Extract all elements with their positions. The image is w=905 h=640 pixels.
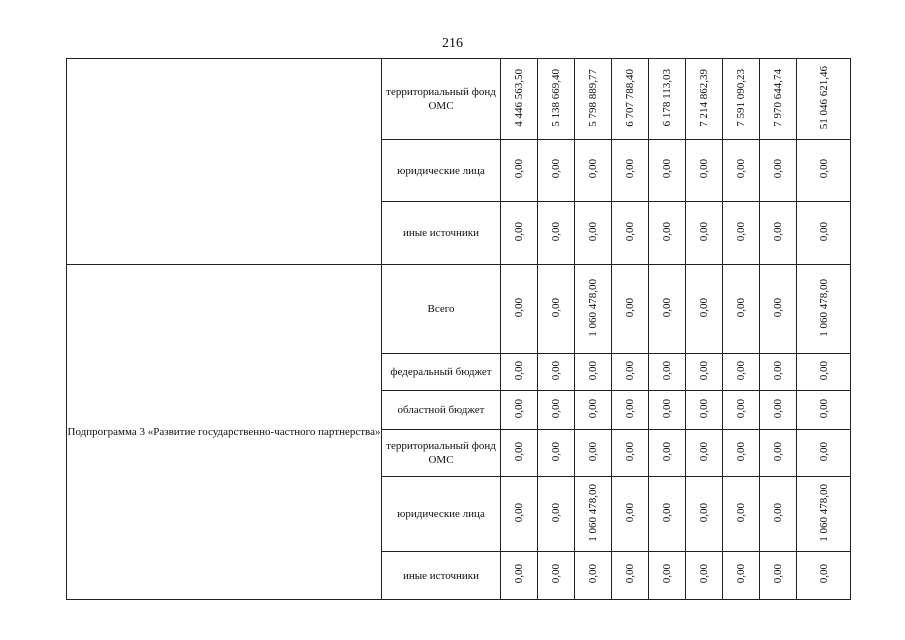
value-text: 0,00 — [550, 398, 562, 419]
value-cell — [723, 354, 760, 391]
value-cell — [686, 430, 723, 477]
value-cell — [538, 202, 575, 265]
value-text: 0,00 — [513, 360, 525, 381]
value-cell — [649, 552, 686, 600]
value-text: 0,00 — [587, 360, 599, 381]
value-cell — [501, 552, 538, 600]
value-text: 0,00 — [735, 564, 747, 584]
value-text: 0,00 — [661, 502, 673, 523]
value-cell — [760, 140, 797, 202]
value-cell — [760, 59, 797, 140]
value-cell — [723, 202, 760, 265]
value-cell — [501, 430, 538, 477]
value-cell — [723, 552, 760, 600]
value-cell — [723, 140, 760, 202]
value-text: 0,00 — [661, 297, 673, 318]
value-cell — [501, 354, 538, 391]
value-text: 0,00 — [624, 398, 636, 419]
funding-source-cell: иные источники — [382, 202, 501, 265]
value-cell — [760, 354, 797, 391]
funding-source-cell: федеральный бюджет — [382, 354, 501, 391]
value-text: 0,00 — [735, 297, 747, 318]
value-text: 0,00 — [550, 159, 562, 179]
value-text: 6 178 113,03 — [661, 68, 673, 127]
value-text: 0,00 — [661, 360, 673, 381]
value-text: 0,00 — [624, 221, 636, 242]
value-text: 0,00 — [735, 441, 747, 462]
value-cell — [686, 552, 723, 600]
value-cell — [575, 140, 612, 202]
value-text: 1 060 478,00 — [817, 278, 830, 337]
value-cell — [612, 202, 649, 265]
program-name-cell — [67, 59, 382, 265]
value-text: 7 970 644,74 — [772, 68, 784, 127]
value-text: 51 046 621,46 — [817, 65, 830, 130]
value-cell — [723, 477, 760, 552]
value-cell — [649, 430, 686, 477]
value-cell — [612, 391, 649, 430]
program-name-cell: Подпрограмма 3 «Развитие государственно-частного партнерства» — [67, 265, 382, 600]
value-cell — [538, 391, 575, 430]
value-cell — [686, 477, 723, 552]
value-cell — [575, 354, 612, 391]
value-cell — [760, 202, 797, 265]
value-cell — [686, 202, 723, 265]
value-text: 0,00 — [513, 297, 525, 318]
value-cell — [649, 140, 686, 202]
value-text: 0,00 — [735, 159, 747, 179]
value-text: 0,00 — [735, 221, 747, 242]
value-text: 0,00 — [817, 441, 830, 462]
value-cell — [612, 430, 649, 477]
value-text: 0,00 — [587, 564, 599, 584]
value-cell — [649, 265, 686, 354]
value-text: 0,00 — [513, 398, 525, 419]
value-cell — [538, 430, 575, 477]
value-cell — [612, 59, 649, 140]
value-text: 0,00 — [587, 159, 599, 179]
value-text: 0,00 — [698, 502, 710, 523]
funding-source-cell: иные источники — [382, 552, 501, 600]
value-cell — [649, 477, 686, 552]
value-cell — [501, 202, 538, 265]
value-text: 0,00 — [513, 221, 525, 242]
value-cell — [797, 140, 851, 202]
value-text: 0,00 — [661, 564, 673, 584]
value-text: 0,00 — [698, 441, 710, 462]
value-text: 0,00 — [772, 159, 784, 179]
value-text: 1 060 478,00 — [587, 278, 599, 337]
value-cell — [538, 477, 575, 552]
table-row — [67, 265, 851, 354]
value-cell — [538, 354, 575, 391]
table-row — [67, 59, 851, 140]
value-text: 5 138 669,40 — [550, 68, 562, 127]
value-text: 0,00 — [550, 441, 562, 462]
value-text: 0,00 — [698, 297, 710, 318]
value-text: 0,00 — [587, 441, 599, 462]
value-cell — [797, 477, 851, 552]
value-cell — [686, 354, 723, 391]
value-cell — [797, 391, 851, 430]
value-cell — [575, 477, 612, 552]
value-cell — [501, 391, 538, 430]
value-cell — [501, 477, 538, 552]
value-cell — [797, 265, 851, 354]
value-text: 0,00 — [735, 360, 747, 381]
value-cell — [760, 430, 797, 477]
value-cell — [612, 477, 649, 552]
value-text: 5 798 889,77 — [587, 68, 599, 127]
value-text: 0,00 — [587, 398, 599, 419]
value-text: 0,00 — [698, 159, 710, 179]
value-text: 0,00 — [817, 221, 830, 242]
value-text: 0,00 — [772, 564, 784, 584]
value-cell — [612, 140, 649, 202]
value-cell — [686, 265, 723, 354]
value-text: 1 060 478,00 — [587, 483, 599, 542]
value-text: 0,00 — [513, 502, 525, 523]
value-text: 0,00 — [735, 398, 747, 419]
value-text: 0,00 — [624, 502, 636, 523]
value-text: 0,00 — [624, 159, 636, 179]
budget-table — [66, 58, 851, 600]
funding-source-cell: территориальный фонд ОМС — [382, 430, 501, 477]
value-cell — [760, 265, 797, 354]
value-text: 4 446 563,50 — [513, 68, 525, 127]
value-cell — [501, 140, 538, 202]
value-text: 0,00 — [550, 297, 562, 318]
value-text: 0,00 — [772, 441, 784, 462]
funding-source-cell: Всего — [382, 265, 501, 354]
value-cell — [760, 477, 797, 552]
value-text: 0,00 — [735, 502, 747, 523]
value-text: 0,00 — [550, 221, 562, 242]
funding-source-cell: территориальный фонд ОМС — [382, 59, 501, 140]
value-text: 0,00 — [587, 221, 599, 242]
value-text: 0,00 — [661, 441, 673, 462]
value-text: 0,00 — [698, 360, 710, 381]
value-cell — [797, 59, 851, 140]
value-cell — [723, 59, 760, 140]
value-text: 0,00 — [513, 564, 525, 584]
value-text: 0,00 — [698, 221, 710, 242]
funding-source-cell: юридические лица — [382, 140, 501, 202]
funding-source-cell: юридические лица — [382, 477, 501, 552]
value-cell — [575, 59, 612, 140]
value-cell — [575, 202, 612, 265]
value-cell — [649, 202, 686, 265]
value-cell — [686, 391, 723, 430]
funding-source-cell: областной бюджет — [382, 391, 501, 430]
value-cell — [760, 552, 797, 600]
value-cell — [575, 391, 612, 430]
value-cell — [538, 265, 575, 354]
value-text: 0,00 — [817, 360, 830, 381]
value-cell — [797, 430, 851, 477]
value-cell — [501, 59, 538, 140]
value-cell — [686, 140, 723, 202]
value-text: 0,00 — [817, 564, 830, 584]
value-cell — [575, 552, 612, 600]
page-number: 216 — [442, 36, 463, 51]
value-text: 0,00 — [817, 159, 830, 179]
value-cell — [723, 265, 760, 354]
value-text: 7 214 862,39 — [698, 68, 710, 127]
value-text: 0,00 — [698, 398, 710, 419]
value-cell — [538, 552, 575, 600]
value-text: 0,00 — [550, 564, 562, 584]
value-text: 0,00 — [772, 221, 784, 242]
value-cell — [501, 265, 538, 354]
value-text: 0,00 — [772, 297, 784, 318]
value-text: 1 060 478,00 — [817, 483, 830, 542]
value-text: 0,00 — [772, 360, 784, 381]
value-cell — [797, 552, 851, 600]
value-text: 0,00 — [772, 398, 784, 419]
value-cell — [612, 552, 649, 600]
value-text: 0,00 — [624, 297, 636, 318]
value-cell — [649, 59, 686, 140]
value-text: 0,00 — [550, 360, 562, 381]
value-cell — [723, 430, 760, 477]
value-cell — [612, 265, 649, 354]
value-text: 0,00 — [817, 398, 830, 419]
value-cell — [723, 391, 760, 430]
value-cell — [649, 391, 686, 430]
value-text: 0,00 — [661, 398, 673, 419]
value-cell — [760, 391, 797, 430]
value-cell — [797, 354, 851, 391]
value-cell — [575, 265, 612, 354]
value-cell — [538, 140, 575, 202]
value-text: 0,00 — [624, 564, 636, 584]
value-text: 0,00 — [661, 221, 673, 242]
value-text: 7 591 090,23 — [735, 68, 747, 127]
value-text: 0,00 — [772, 502, 784, 523]
value-text: 0,00 — [624, 360, 636, 381]
value-text: 0,00 — [513, 441, 525, 462]
value-cell — [538, 59, 575, 140]
value-cell — [649, 354, 686, 391]
value-text: 0,00 — [550, 502, 562, 523]
value-text: 0,00 — [661, 159, 673, 179]
value-cell — [575, 430, 612, 477]
value-text: 0,00 — [513, 159, 525, 179]
value-text: 6 707 788,40 — [624, 68, 636, 127]
value-text: 0,00 — [698, 564, 710, 584]
value-cell — [612, 354, 649, 391]
value-cell — [797, 202, 851, 265]
value-text: 0,00 — [624, 441, 636, 462]
value-cell — [686, 59, 723, 140]
